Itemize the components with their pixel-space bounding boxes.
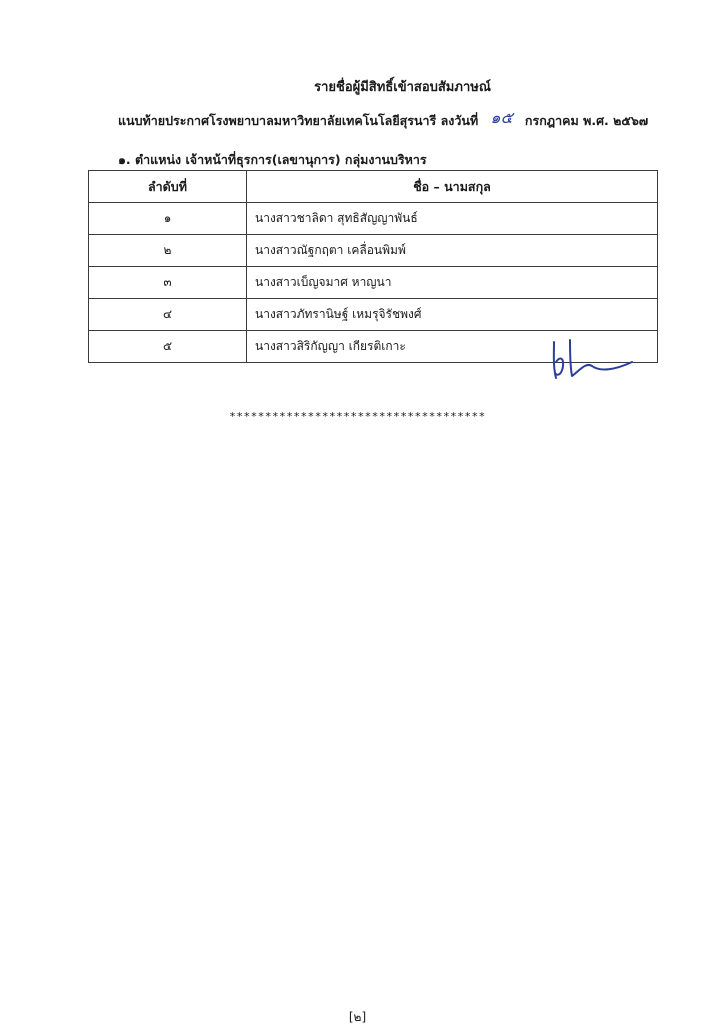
page-number: [๒]: [348, 1010, 367, 1024]
table-row: [89, 203, 658, 235]
row-name: นางสาวเบ็ญจมาศ หาญนา: [247, 267, 658, 299]
header-order: ลำดับที่: [89, 171, 247, 203]
candidate-table: [88, 170, 658, 363]
table-row: [89, 267, 658, 299]
section-heading: ๑. ตำแหน่ง เจ้าหน้าที่ธุรการ(เลขานุการ) กลุ่มงานบริหาร: [118, 152, 427, 167]
subtitle-suffix: กรกฎาคม พ.ศ. ๒๕๖๗: [524, 113, 649, 128]
row-order: ๔: [89, 299, 247, 331]
row-name: นางสาวชาลิดา สุทธิสัญญาพันธ์: [247, 203, 658, 235]
header-name: ชื่อ – นามสกุล: [247, 171, 658, 203]
row-name: นางสาวณัฐกฤตา เคลื่อนพิมพ์: [247, 235, 658, 267]
document-title: รายชื่อผู้มีสิทธิ์เข้าสอบสัมภาษณ์: [314, 80, 491, 95]
row-order: ๕: [89, 331, 247, 363]
table-row: [89, 235, 658, 267]
row-order: ๒: [89, 235, 247, 267]
table-header-row: [89, 171, 658, 203]
row-order: ๑: [89, 203, 247, 235]
row-order: ๓: [89, 267, 247, 299]
table-row: [89, 299, 658, 331]
signature-icon: [540, 336, 640, 386]
subtitle-prefix: แนบท้ายประกาศโรงพยาบาลมหาวิทยาลัยเทคโนโลยีสุรนารี ลงวันที่: [118, 113, 479, 128]
row-name: นางสาวภัทรานิษฐ์ เหมรุจิรัชพงศ์: [247, 299, 658, 331]
row-name: นางสาวสิริกัญญา เกียรติเกาะ: [247, 331, 658, 363]
separator-line: ************************************: [229, 410, 486, 423]
subtitle-day: ๑๕: [490, 108, 513, 127]
document-subtitle: [118, 108, 648, 133]
